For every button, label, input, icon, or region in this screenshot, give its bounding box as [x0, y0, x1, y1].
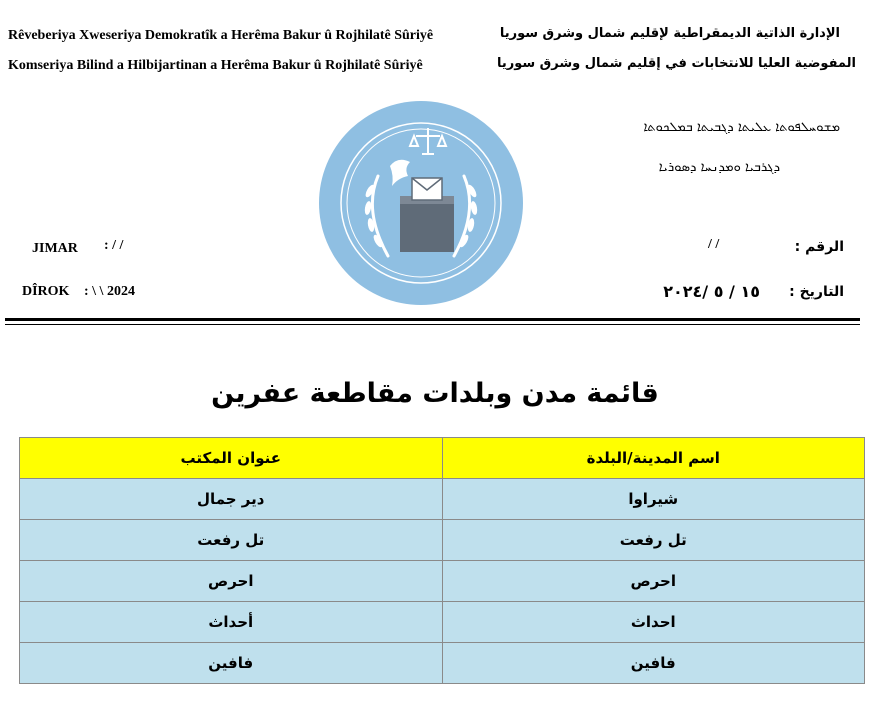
office-cell: دير جمال: [20, 479, 443, 520]
cities-table: [19, 437, 865, 684]
table-header-row: [20, 438, 865, 479]
city-cell: تل رفعت: [442, 520, 865, 561]
kurdish-administration-name: Rêveberiya Xweseriya Demokratîk a Herêma Bakur û Rojhilatê Sûriyê: [8, 28, 434, 43]
arabic-commission-name: المفوضية العليا للانتخابات في إقليم شمال وشرق سوريا: [496, 56, 856, 71]
syriac-region-name: ܕܓܪܒܝܐ ܘܡܕܢܚܐ ܕܣܘܪܝܐ: [658, 160, 780, 175]
table-row: [20, 561, 865, 602]
city-cell: احرص: [442, 561, 865, 602]
office-cell: فافين: [20, 643, 443, 684]
dirok-label: DÎROK: [22, 284, 70, 299]
election-commission-seal-icon: [318, 96, 524, 310]
table-row: [20, 602, 865, 643]
city-cell: شيراوا: [442, 479, 865, 520]
tarikh-label: التاريخ :: [789, 284, 844, 300]
document-title: قائمة مدن وبلدات مقاطعة عفرين: [211, 378, 659, 409]
raqm-label: الرقم :: [794, 239, 844, 255]
table-row: [20, 479, 865, 520]
tarikh-value: ١٥ / ٥ /٢٠٢٤: [663, 282, 760, 301]
office-cell: تل رفعت: [20, 520, 443, 561]
syriac-commission-name: ܡܫܘܚܠܦܘܬܐ ܥܠܝܬܐ ܕܓܒܝܬܐ ܒܡܠܟܘܬܐ: [643, 120, 840, 135]
raqm-value: / /: [708, 237, 720, 252]
arabic-administration-name: الإدارة الذاتية الديمقراطية لإقليم شمال وشرق سوريا: [499, 26, 840, 41]
office-cell: احرص: [20, 561, 443, 602]
header-city-name: اسم المدينة/البلدة: [442, 438, 865, 479]
header-divider-thin: [5, 324, 860, 325]
table-row: [20, 643, 865, 684]
city-cell: فافين: [442, 643, 865, 684]
table-row: [20, 520, 865, 561]
jimar-label: JIMAR: [32, 241, 78, 256]
header-divider: [5, 318, 860, 321]
dirok-value: : \ \ 2024: [84, 284, 135, 299]
kurdish-commission-name: Komseriya Bilind a Hilbijartinan a Herêma Bakur û Rojhilatê Sûriyê: [8, 58, 423, 73]
office-cell: أحداث: [20, 602, 443, 643]
city-cell: احداث: [442, 602, 865, 643]
header-office-address: عنوان المكتب: [20, 438, 443, 479]
jimar-value: : / /: [104, 238, 124, 253]
